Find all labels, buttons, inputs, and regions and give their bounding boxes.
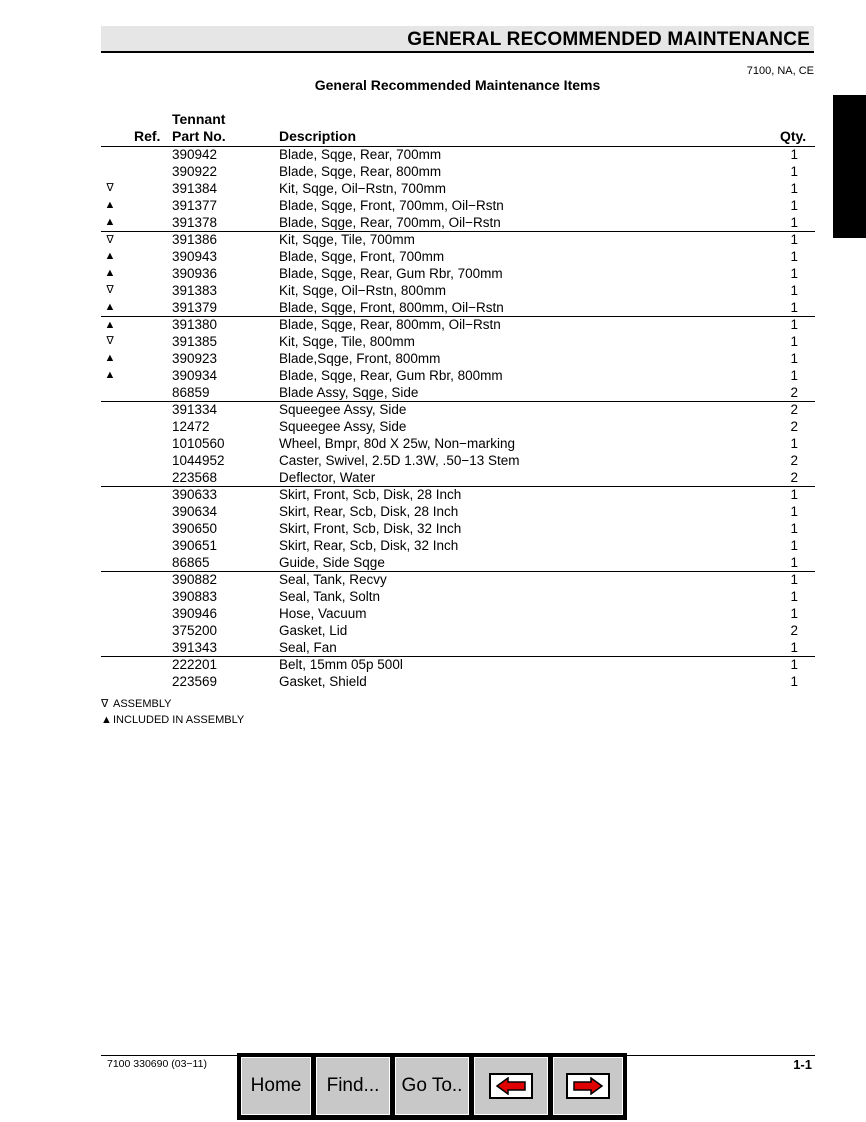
- part-number: 391380: [172, 317, 218, 332]
- parts-table: [101, 146, 815, 690]
- legend-included: [101, 714, 244, 726]
- part-description: Blade, Sqge, Rear, 700mm: [279, 147, 442, 162]
- quantity: 1: [790, 368, 798, 383]
- quantity: 1: [790, 283, 798, 298]
- quantity: 1: [790, 164, 798, 179]
- part-description: Caster, Swivel, 2.5D 1.3W, .50−13 Stem: [279, 453, 520, 468]
- table-row: [101, 350, 815, 367]
- part-description: Kit, Sqge, Oil−Rstn, 700mm: [279, 181, 446, 196]
- table-row: [101, 333, 815, 350]
- part-description: Guide, Side Sqge: [279, 555, 385, 570]
- ref-symbol: ∇: [106, 284, 114, 296]
- table-row: [101, 163, 815, 180]
- part-description: Blade,Sqge, Front, 800mm: [279, 351, 441, 366]
- table-row: [101, 401, 815, 418]
- part-number: 390946: [172, 606, 218, 621]
- part-description: Blade, Sqge, Front, 800mm, Oil−Rstn: [279, 300, 504, 315]
- page-title: GENERAL RECOMMENDED MAINTENANCE: [407, 29, 810, 50]
- ref-symbol: ▲: [104, 267, 116, 279]
- part-number: 223569: [172, 674, 218, 689]
- part-description: Seal, Tank, Soltn: [279, 589, 381, 604]
- model-line: 7100, NA, CE: [746, 65, 814, 77]
- part-number: 222201: [172, 657, 218, 672]
- quantity: 1: [790, 589, 798, 604]
- part-description: Kit, Sqge, Tile, 700mm: [279, 232, 415, 247]
- table-row: [101, 588, 815, 605]
- quantity: 1: [790, 147, 798, 162]
- part-number: 390651: [172, 538, 218, 553]
- col-part-header-line1: Tennant: [172, 111, 226, 127]
- table-row: [101, 486, 815, 503]
- quantity: 1: [790, 606, 798, 621]
- table-row: [101, 656, 815, 673]
- table-row: [101, 282, 815, 299]
- ref-symbol: ▲: [104, 352, 116, 364]
- table-row: [101, 265, 815, 282]
- table-row: [101, 503, 815, 520]
- part-description: Blade, Sqge, Front, 700mm: [279, 249, 445, 264]
- part-number: 1044952: [172, 453, 225, 468]
- part-description: Kit, Sqge, Tile, 800mm: [279, 334, 415, 349]
- part-number: 391384: [172, 181, 218, 196]
- part-description: Squeegee Assy, Side: [279, 402, 407, 417]
- table-row: [101, 231, 815, 248]
- table-row: [101, 469, 815, 486]
- legend-text: INCLUDED IN ASSEMBLY: [113, 714, 245, 726]
- included-symbol: ▲: [101, 714, 112, 726]
- quantity: 1: [790, 674, 798, 689]
- part-number: 391385: [172, 334, 218, 349]
- table-row: [101, 299, 815, 316]
- table-row: [101, 197, 815, 214]
- part-description: Blade Assy, Sqge, Side: [279, 385, 419, 400]
- part-number: 391343: [172, 640, 218, 655]
- previous-page-button[interactable]: [474, 1057, 548, 1115]
- quantity: 1: [790, 181, 798, 196]
- quantity: 1: [790, 300, 798, 315]
- ref-symbol: ∇: [106, 182, 114, 194]
- part-number: 223568: [172, 470, 218, 485]
- part-description: Blade, Sqge, Rear, 700mm, Oil−Rstn: [279, 215, 501, 230]
- part-number: 86859: [172, 385, 210, 400]
- part-number: 391378: [172, 215, 218, 230]
- header-bar: [101, 26, 814, 53]
- col-ref-header: Ref.: [134, 128, 161, 144]
- part-number: 390923: [172, 351, 218, 366]
- table-row: [101, 248, 815, 265]
- page-number: 1-1: [793, 1057, 812, 1072]
- left-arrow-icon: [489, 1073, 533, 1099]
- table-title: General Recommended Maintenance Items: [314, 77, 601, 93]
- table-row: [101, 418, 815, 435]
- table-row: [101, 673, 815, 690]
- part-number: 390922: [172, 164, 218, 179]
- quantity: 1: [790, 504, 798, 519]
- part-description: Blade, Sqge, Rear, Gum Rbr, 800mm: [279, 368, 503, 383]
- part-number: 390936: [172, 266, 218, 281]
- table-row: [101, 384, 815, 401]
- quantity: 1: [790, 266, 798, 281]
- part-number: 390942: [172, 147, 218, 162]
- part-description: Seal, Tank, Recvy: [279, 572, 387, 587]
- document-number: 7100 330690 (03−11): [107, 1058, 207, 1070]
- part-number: 390943: [172, 249, 218, 264]
- quantity: 2: [790, 385, 798, 400]
- table-row: [101, 180, 815, 197]
- part-number: 390633: [172, 487, 218, 502]
- part-description: Blade, Sqge, Rear, 800mm, Oil−Rstn: [279, 317, 501, 332]
- part-number: 86865: [172, 555, 210, 570]
- quantity: 1: [790, 232, 798, 247]
- part-description: Blade, Sqge, Rear, Gum Rbr, 700mm: [279, 266, 503, 281]
- quantity: 1: [790, 317, 798, 332]
- table-row: [101, 146, 815, 163]
- home-button[interactable]: Home: [241, 1057, 311, 1115]
- assembly-symbol: ∇: [101, 698, 109, 710]
- quantity: 1: [790, 572, 798, 587]
- quantity: 1: [790, 555, 798, 570]
- part-description: Skirt, Front, Scb, Disk, 32 Inch: [279, 521, 462, 536]
- quantity: 1: [790, 249, 798, 264]
- ref-symbol: ∇: [106, 234, 114, 246]
- part-number: 391383: [172, 283, 218, 298]
- table-row: [101, 435, 815, 452]
- part-number: 12472: [172, 419, 210, 434]
- next-page-button[interactable]: [553, 1057, 623, 1115]
- part-description: Kit, Sqge, Oil−Rstn, 800mm: [279, 283, 446, 298]
- part-description: Seal, Fan: [279, 640, 337, 655]
- quantity: 1: [790, 657, 798, 672]
- table-row: [101, 452, 815, 469]
- part-description: Gasket, Lid: [279, 623, 348, 638]
- goto-button[interactable]: Go To..: [395, 1057, 469, 1115]
- right-arrow-icon: [566, 1073, 610, 1099]
- quantity: 1: [790, 351, 798, 366]
- part-description: Belt, 15mm 05p 500l: [279, 657, 403, 672]
- quantity: 1: [790, 436, 798, 451]
- navigation-bar: [237, 1053, 627, 1120]
- part-description: Blade, Sqge, Front, 700mm, Oil−Rstn: [279, 198, 504, 213]
- quantity: 2: [790, 470, 798, 485]
- legend-text: ASSEMBLY: [113, 698, 172, 710]
- quantity: 1: [790, 640, 798, 655]
- table-row: [101, 605, 815, 622]
- ref-symbol: ▲: [104, 250, 116, 262]
- part-number: 390883: [172, 589, 218, 604]
- ref-symbol: ▲: [104, 301, 116, 313]
- section-tab: [833, 95, 866, 238]
- ref-symbol: ▲: [104, 216, 116, 228]
- table-row: [101, 537, 815, 554]
- ref-symbol: ▲: [104, 319, 116, 331]
- table-row: [101, 214, 815, 231]
- part-description: Skirt, Rear, Scb, Disk, 32 Inch: [279, 538, 459, 553]
- quantity: 1: [790, 215, 798, 230]
- ref-symbol: ▲: [104, 369, 116, 381]
- part-description: Hose, Vacuum: [279, 606, 367, 621]
- col-description-header: Description: [279, 128, 357, 144]
- quantity: 1: [790, 334, 798, 349]
- legend-assembly: [101, 697, 172, 710]
- find-button[interactable]: Find...: [316, 1057, 390, 1115]
- quantity: 1: [790, 538, 798, 553]
- part-number: 391379: [172, 300, 218, 315]
- part-number: 391334: [172, 402, 218, 417]
- part-description: Skirt, Rear, Scb, Disk, 28 Inch: [279, 504, 459, 519]
- table-row: [101, 571, 815, 588]
- part-number: 390882: [172, 572, 218, 587]
- quantity: 1: [790, 521, 798, 536]
- table-row: [101, 639, 815, 656]
- part-description: Gasket, Shield: [279, 674, 367, 689]
- col-qty-header: Qty.: [780, 128, 807, 144]
- part-description: Wheel, Bmpr, 80d X 25w, Non−marking: [279, 436, 515, 451]
- table-row: [101, 316, 815, 333]
- part-description: Blade, Sqge, Rear, 800mm: [279, 164, 442, 179]
- part-number: 375200: [172, 623, 218, 638]
- table-row: [101, 622, 815, 639]
- col-part-header-line2: Part No.: [172, 128, 226, 144]
- part-number: 391386: [172, 232, 218, 247]
- table-row: [101, 520, 815, 537]
- quantity: 2: [790, 453, 798, 468]
- part-description: Squeegee Assy, Side: [279, 419, 407, 434]
- part-description: Skirt, Front, Scb, Disk, 28 Inch: [279, 487, 462, 502]
- part-number: 391377: [172, 198, 218, 213]
- quantity: 2: [790, 623, 798, 638]
- part-number: 390634: [172, 504, 218, 519]
- part-description: Deflector, Water: [279, 470, 376, 485]
- ref-symbol: ∇: [106, 335, 114, 347]
- part-number: 390650: [172, 521, 218, 536]
- ref-symbol: ▲: [104, 199, 116, 211]
- quantity: 2: [790, 419, 798, 434]
- table-row: [101, 554, 815, 571]
- part-number: 390934: [172, 368, 218, 383]
- part-number: 1010560: [172, 436, 225, 451]
- quantity: 2: [790, 402, 798, 417]
- quantity: 1: [790, 487, 798, 502]
- table-row: [101, 367, 815, 384]
- quantity: 1: [790, 198, 798, 213]
